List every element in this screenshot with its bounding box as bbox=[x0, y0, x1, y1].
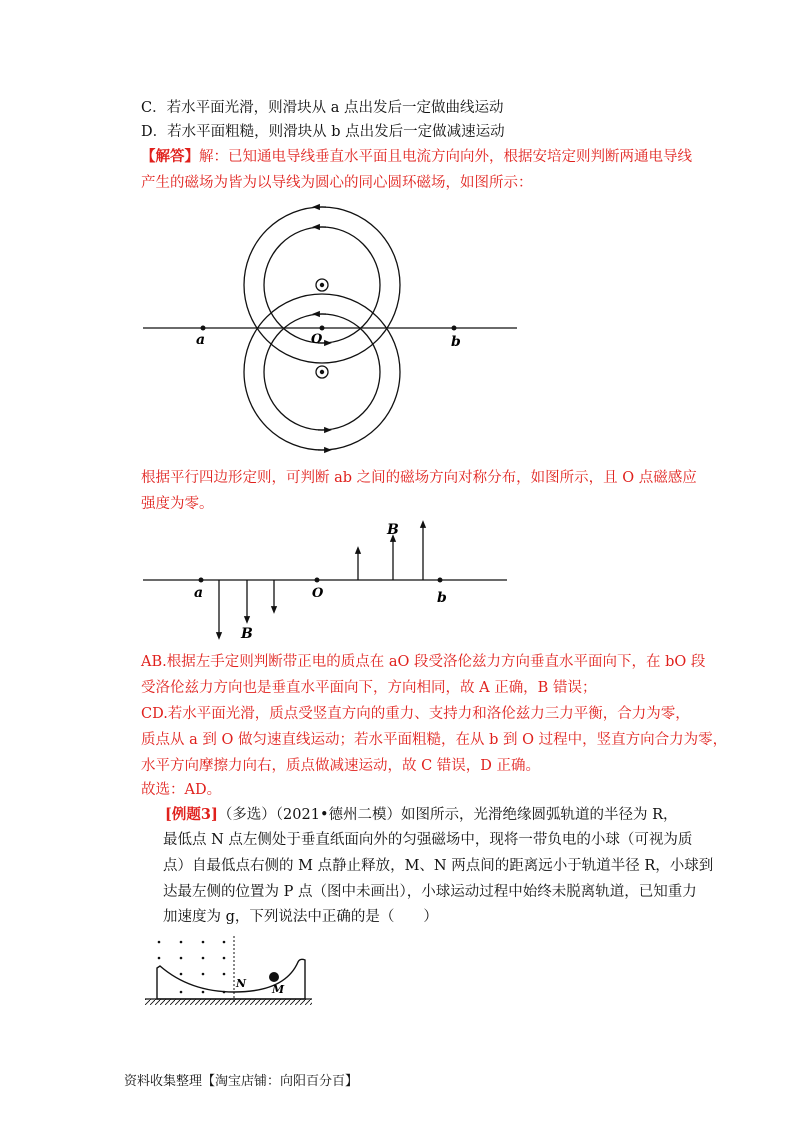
ground-hatch bbox=[145, 999, 312, 1005]
option-c: C．若水平面光滑，则滑块从 a 点出发后一定做曲线运动 bbox=[141, 100, 504, 116]
point-b bbox=[452, 326, 457, 331]
example3-line-3: 点）自最低点右侧的 M 点静止释放，M、N 两点间的距离远小于轨道半径 R，小球到 bbox=[163, 858, 714, 874]
answer-para2-line-1: 根据平行四边形定则，可判断 ab 之间的磁场方向对称分布，如图所示，且 O 点磁感应 bbox=[141, 470, 697, 486]
answer-line-2: 产生的磁场为皆为以导线为圆心的同心圆环磁场，如图所示： bbox=[141, 175, 533, 191]
example3-line-2: 最低点 N 点左侧处于垂直纸面向外的匀强磁场中，现将一带负电的小球（可视为质 bbox=[163, 832, 693, 848]
answer-line-1-text: 解：已知通电导线垂直水平面且电流方向向外，根据安培定则判断两通电导线 bbox=[199, 149, 692, 165]
label-n: N bbox=[236, 977, 247, 990]
answer-choice: 故选：AD。 bbox=[141, 782, 222, 798]
point-b-2 bbox=[438, 578, 443, 583]
label-b-top: B bbox=[387, 522, 399, 538]
figure-field-circles bbox=[130, 190, 530, 465]
example3-line-4: 达最左侧的位置为 P 点（图中未画出），小球运动过程中始终未脱离轨道，已知重力 bbox=[163, 884, 697, 900]
point-o bbox=[320, 326, 325, 331]
example3-tag: [例题3] bbox=[165, 806, 218, 823]
answer-cd-line-1: CD.若水平面光滑，质点受竖直方向的重力、支持力和洛伦兹力三力平衡，合力为零， bbox=[141, 706, 690, 722]
figure-field-vectors bbox=[130, 515, 530, 645]
point-a-2 bbox=[199, 578, 204, 583]
example3-line-1 bbox=[165, 805, 678, 825]
lower-wire-dot-icon bbox=[316, 366, 328, 378]
option-d: D．若水平面粗糙，则滑块从 b 点出发后一定做减速运动 bbox=[141, 124, 505, 140]
label-o-2: O bbox=[312, 586, 324, 601]
answer-cd-line-3: 水平方向摩擦力向右，质点做减速运动，故 C 错误，D 正确。 bbox=[141, 758, 541, 774]
label-b: b bbox=[451, 334, 461, 350]
answer-tag: 【解答】 bbox=[141, 148, 199, 165]
footer-text: 资料收集整理【淘宝店铺：向阳百分百】 bbox=[124, 1074, 359, 1089]
example3-line-1-text: （多选）（2021•德州二模）如图所示，光滑绝缘圆弧轨道的半径为 R， bbox=[217, 807, 678, 823]
label-a: a bbox=[196, 332, 206, 348]
ball bbox=[269, 972, 279, 982]
figure-arc-track bbox=[140, 930, 320, 1010]
upper-wire-dot-icon bbox=[316, 279, 328, 291]
label-m: M bbox=[272, 983, 285, 996]
label-b-bottom: B bbox=[241, 626, 253, 642]
label-b-2: b bbox=[437, 590, 447, 606]
label-a-2: a bbox=[194, 585, 204, 601]
answer-cd-line-2: 质点从 a 到 O 做匀速直线运动；若水平面粗糙，在从 b 到 O 过程中，竖直方向合力为零， bbox=[141, 732, 728, 748]
answer-ab-line-1: AB.根据左手定则判断带正电的质点在 aO 段受洛伦兹力方向垂直水平面向下，在 bO 段 bbox=[141, 654, 706, 670]
point-a bbox=[201, 326, 206, 331]
answer-ab-line-2: 受洛伦兹力方向也是垂直水平面向下，方向相同，故 A 正确，B 错误； bbox=[141, 680, 597, 696]
answer-line-1 bbox=[141, 147, 692, 167]
point-o-2 bbox=[315, 578, 320, 583]
label-o: O bbox=[311, 332, 323, 347]
answer-para2-line-2: 强度为零。 bbox=[141, 496, 214, 512]
example3-line-5: 加速度为 g，下列说法中正确的是（ ） bbox=[163, 909, 438, 925]
